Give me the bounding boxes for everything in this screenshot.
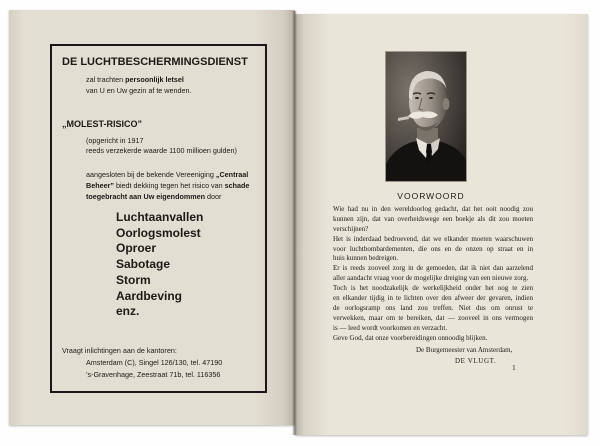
risk-item: Luchtaanvallen bbox=[116, 210, 204, 224]
foreword-line: en elkander tijdig in te lichten over den afweer der gevaren, indien bbox=[333, 294, 533, 303]
risk-item: Sabotage bbox=[116, 257, 171, 272]
office-den-haag: ’s-Gravenhage, Zeestraat 71b, tel. 116356 bbox=[86, 369, 221, 379]
risk-list bbox=[116, 210, 203, 320]
portrait-image bbox=[386, 52, 466, 181]
intro-bold: persoonlijk letsel bbox=[125, 74, 184, 84]
risk-item: Aardbeving bbox=[116, 288, 183, 303]
signature-title: De Burgemeester van Amsterdam, bbox=[416, 346, 513, 354]
risk-item: Storm bbox=[116, 272, 151, 287]
intro-line-1 bbox=[86, 75, 184, 84]
foreword-text bbox=[333, 205, 533, 343]
advertisement-frame bbox=[50, 44, 267, 393]
coverage-text: biedt dekking tegen het risico van bbox=[113, 180, 225, 190]
molest-heading: „MOLEST-RISICO” bbox=[62, 118, 143, 129]
coverage-bold: „Centraal bbox=[215, 169, 249, 179]
coverage-line-3 bbox=[86, 192, 221, 201]
risk-item: Oproer bbox=[116, 241, 157, 256]
offices-heading: Vraagt inlichtingen aan de kantoren: bbox=[62, 345, 177, 355]
foreword-line: Er is reeds zooveel zorg in de gemoeden, dat ik niet dan aarzelend bbox=[333, 264, 533, 273]
right-page bbox=[295, 14, 588, 435]
intro-line-2: van U en Uw gezin af te wenden. bbox=[86, 85, 192, 95]
page-number: 1 bbox=[512, 363, 516, 372]
coverage-text: door bbox=[205, 191, 222, 201]
portrait-photo bbox=[386, 52, 466, 181]
foreword-heading: VOORWOORD bbox=[397, 191, 465, 201]
foreword-line: aller aandacht vraag voor de mogelijke dreiging van een nieuwe zorg. bbox=[333, 274, 529, 283]
coverage-line-2 bbox=[86, 181, 249, 190]
foreword-line: kunnen zijn, dat van overheidswege een boekje als dit zou moeten bbox=[333, 214, 533, 223]
coverage-bold: Beheer” bbox=[86, 180, 114, 190]
foreword-line: Geve God, dat onze voorbereidingen onnoodig blijken. bbox=[333, 333, 488, 342]
left-page bbox=[9, 10, 295, 425]
foreword-line: Wie had nu in den wereldoorlog gedacht, dat het ooit noodig zou bbox=[333, 205, 533, 213]
foreword-line: huis kunnen bedreigen. bbox=[333, 254, 399, 263]
foreword-line: is — leed wordt voorkomen en verzacht. bbox=[333, 323, 448, 332]
risk-item: Oorlogsmolest bbox=[116, 225, 201, 240]
signature-name: DE VLUGT. bbox=[455, 357, 497, 365]
book-spine bbox=[292, 11, 297, 435]
coverage-bold: toegebracht aan Uw eigendommen bbox=[86, 191, 206, 201]
founded-line-2: reeds verzekerde waarde 1100 millioen gulden) bbox=[86, 145, 237, 155]
foreword-line: verwekken, maar om te bereiken, dat — zooveel in ons vermogen bbox=[333, 313, 533, 322]
foreword-line: Toch is het noodzakelijk de werkelijkheid onder het oog te zien bbox=[333, 284, 533, 293]
office-amsterdam: Amsterdam (C), Singel 126/130, tel. 47190 bbox=[86, 357, 223, 367]
foreword-line: de oorlogsramp ons land zou treffen. Niet dus om onrust te bbox=[333, 303, 533, 312]
advertisement-title: DE LUCHTBESCHERMINGSDIENST bbox=[62, 56, 248, 68]
coverage-line-1 bbox=[86, 170, 248, 179]
coverage-text: aangesloten bij de bekende Vereeniging bbox=[86, 169, 216, 179]
intro-text: zal trachten bbox=[86, 74, 126, 84]
foreword-line: Het is inderdaad bedroevend, dat we elkander moeten waarschuwen bbox=[333, 234, 533, 243]
foreword-line: voor luchtbombardementen, die ons en de onzen op straat en in bbox=[333, 244, 533, 253]
founded-line-1: (opgericht in 1917 bbox=[86, 135, 144, 145]
foreword-line: verschijnen? bbox=[333, 224, 369, 233]
coverage-bold: schade bbox=[224, 180, 250, 190]
risk-item: enz. bbox=[116, 304, 140, 319]
